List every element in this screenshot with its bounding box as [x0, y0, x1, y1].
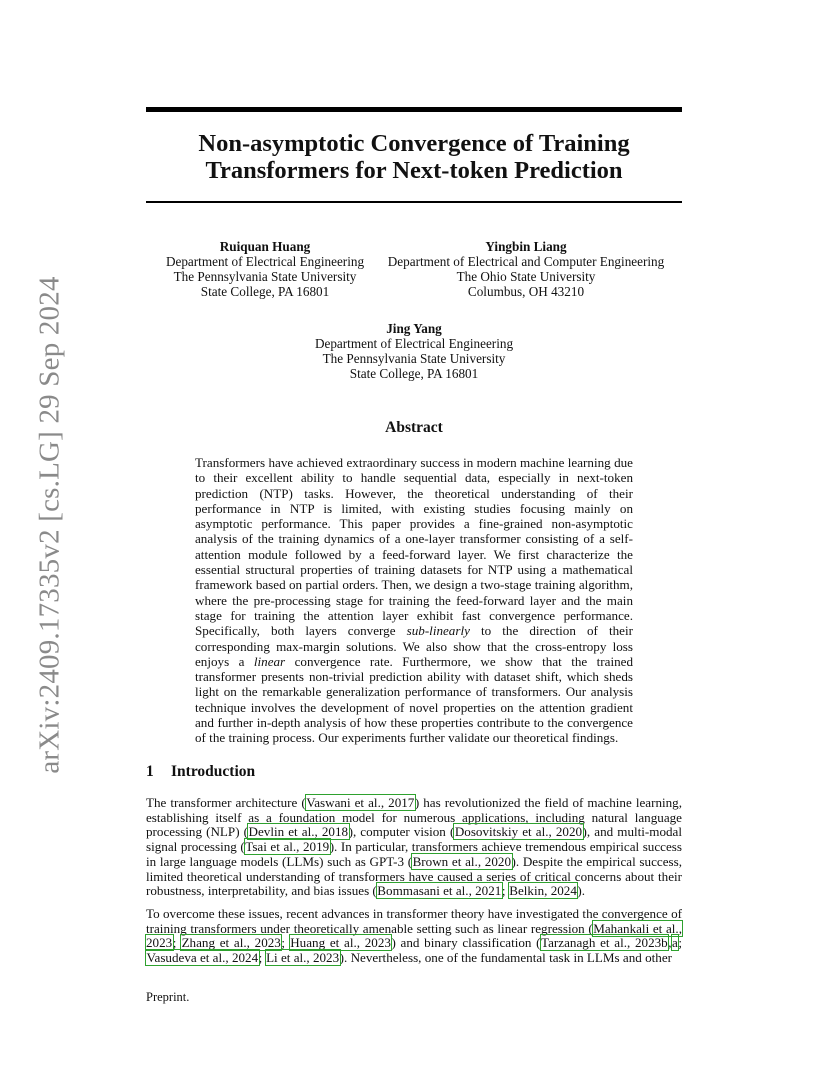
- author-university: The Ohio State University: [456, 269, 596, 284]
- paper-title: Non-asymptotic Convergence of Training Transformers for Next-token Prediction: [198, 130, 630, 184]
- text-span: ,: [668, 935, 672, 951]
- abstract-emphasis: sub-linearly: [406, 623, 470, 639]
- author-name: Ruiquan Huang: [219, 239, 311, 254]
- text-span: ), computer vision (: [348, 824, 455, 840]
- author-block-1: [140, 239, 390, 299]
- text-span: To overcome these issues, recent advances in transformer theory have investigated the convergence of training transformers under theoretically amenable setting such as linear regression (: [146, 906, 682, 936]
- citation-link[interactable]: Tsai et al., 2019: [245, 839, 330, 855]
- section-heading-introduction: [146, 763, 255, 781]
- title-top-rule: [146, 107, 682, 112]
- footer-preprint: Preprint.: [146, 990, 190, 1004]
- text-span: ;: [678, 935, 682, 951]
- text-span: ;: [258, 950, 266, 966]
- author-department: Department of Electrical Engineering: [314, 336, 514, 351]
- section-number: 1: [146, 763, 154, 780]
- citation-link[interactable]: Devlin et al., 2018: [248, 824, 349, 840]
- author-university: The Pennsylvania State University: [322, 351, 506, 366]
- abstract-emphasis: linear: [253, 653, 286, 669]
- author-address: State College, PA 16801: [200, 284, 330, 299]
- abstract-text-part: to the direction of their corresponding max-margin solutions. We also show that the cross-entropy loss enjoys a: [195, 623, 633, 669]
- section-title: Introduction: [171, 763, 256, 780]
- intro-paragraph-1: [146, 796, 682, 899]
- author-address: Columbus, OH 43210: [467, 284, 585, 299]
- text-span: ;: [281, 935, 290, 951]
- author-department: Department of Electrical and Computer Engineering: [387, 254, 665, 269]
- text-span: ) and binary classification (: [391, 935, 541, 951]
- arxiv-identifier: arXiv:2409.17335v2 [cs.LG] 29 Sep 2024: [33, 276, 66, 774]
- text-span: ;: [501, 883, 509, 899]
- text-span: ) has revolutionized the field of machine learning, establishing itself as a foundation model for numerous applications, including natural language processing (NLP) (: [146, 795, 682, 840]
- author-university: The Pennsylvania State University: [173, 269, 357, 284]
- author-block-3: [264, 321, 564, 381]
- citation-link[interactable]: Vaswani et al., 2017: [306, 795, 415, 810]
- citation-link[interactable]: Brown et al., 2020: [412, 853, 511, 869]
- citation-link[interactable]: Bommasani et al., 2021: [377, 883, 502, 899]
- author-name: Yingbin Liang: [485, 239, 567, 254]
- citation-link[interactable]: Tarzanagh et al., 2023b: [541, 935, 668, 951]
- abstract-text-part: convergence rate. Furthermore, we show that the trained transformer presents non-trivial prediction ability with dataset shift, which sheds light on the remarkable generalization performance of transformers. Our analysis technique involves the development of novel properties on the attention gradient and further in-depth analysis of how these properties contribute to the convergence of the training process. Our experiments further validate our theoretical findings.: [195, 653, 633, 746]
- author-block-2: [370, 239, 682, 299]
- text-span: ). In particular, transformers achieve tremendous empirical success in large language models (LLMs) such as GPT-3 (: [146, 839, 682, 869]
- citation-link[interactable]: Huang et al., 2023: [290, 935, 391, 951]
- intro-paragraph-2: [146, 907, 682, 966]
- text-span: ). Nevertheless, one of the fundamental task in LLMs and other: [339, 950, 672, 966]
- citation-link[interactable]: Li et al., 2023: [266, 950, 340, 966]
- abstract-heading: Abstract: [385, 419, 443, 436]
- citation-link[interactable]: Dosovitskiy et al., 2020: [454, 824, 583, 840]
- author-name: Jing Yang: [386, 321, 442, 336]
- text-span: ).: [577, 883, 586, 899]
- abstract-text: [195, 455, 633, 746]
- text-span: The transformer architecture (: [146, 795, 306, 810]
- abstract-text-part: Transformers have achieved extraordinary success in modern machine learning due to their excellent ability to handle sequential data, especially in next-token prediction (NTP) tasks. However, the theoretical understanding of their performance in NTP is limited, with existing studies focusing mainly on asymptotic performance. This paper provides a fine-grained non-asymptotic analysis of the training dynamics of a one-layer transformer consisting of a self-attention module followed by a feed-forward layer. We first characterize the essential structural properties of training datasets for NTP using a mathematical framework based on partial orders. Then, we design a two-stage training algorithm, where the pre-processing stage for training the feed-forward layer and the main stage for training the attention layer exhibit fast convergence performance. Specifically, both layers converge: [195, 455, 633, 639]
- author-department: Department of Electrical Engineering: [165, 254, 365, 269]
- citation-link[interactable]: a: [672, 935, 678, 951]
- citation-link[interactable]: Mahankali et al., 2023: [146, 920, 682, 951]
- text-span: ;: [172, 935, 182, 951]
- citation-link[interactable]: Zhang et al., 2023: [181, 935, 281, 951]
- text-span: ), and multi-modal signal processing (: [146, 824, 683, 855]
- title-bottom-rule: [146, 201, 682, 203]
- text-span: ). Despite the empirical success, limited theoretical understanding of transformers have caused a series of critical concerns about their robustness, interpretability, and bias issues (: [146, 853, 682, 899]
- citation-link[interactable]: Belkin, 2024: [509, 883, 577, 899]
- citation-link[interactable]: Vasudeva et al., 2024: [146, 950, 259, 966]
- author-address: State College, PA 16801: [349, 366, 479, 381]
